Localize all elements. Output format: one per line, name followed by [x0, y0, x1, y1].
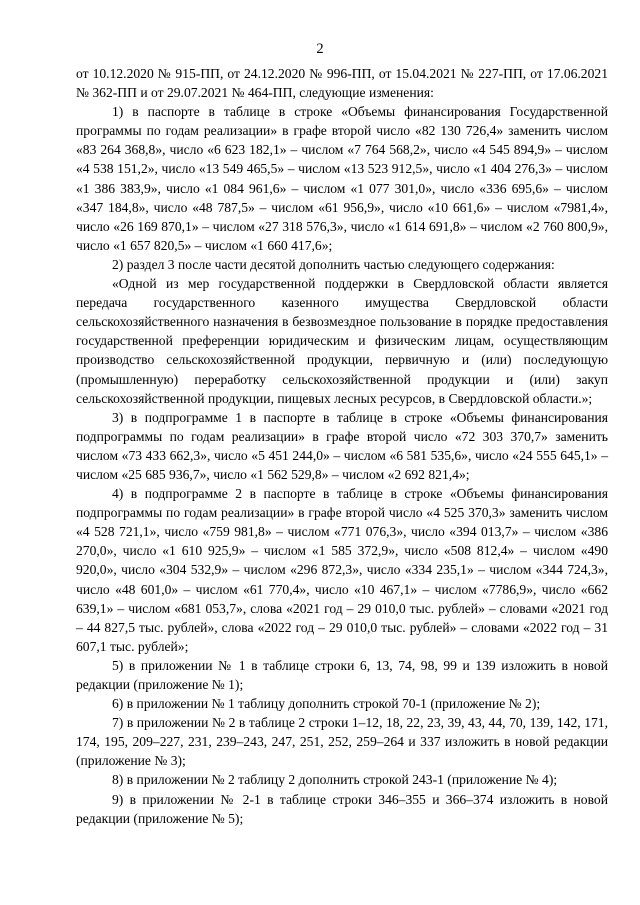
- paragraph-9: 7) в приложении № 2 в таблице 2 строки 1–12, 18, 22, 23, 39, 43, 44, 70, 139, 142, 171, 174, 195, 209–227, 231, 239–243, 247, 251, 252, 259–264 и 337 изложить в новой редакции (приложение № 3);: [76, 715, 608, 769]
- document-body: [76, 64, 608, 828]
- paragraph-2: 1) в паспорте в таблице в строке «Объемы финансирования Государственной программы по годам реализации» в графе второй число «82 130 726,4» заменить числом «83 264 368,8», число «6 623 182,1» – числом «7 764 568,2», число «4 545 894,9» – числом «4 538 151,2», число «13 549 465,5» – числом «13 523 912,5», число «1 404 276,3» – числом «1 386 383,9», число «1 084 961,6» – числом «1 077 301,0», число «336 695,6» – числом «347 184,8», число «48 787,5» – числом «61 956,9», число «10 661,6» – числом «7981,4», число «26 169 870,1» – числом «27 318 576,3», число «1 614 691,8» – числом «2 760 800,9», число «1 657 820,5» – числом «1 660 417,6»;: [76, 104, 608, 253]
- paragraph-8: 6) в приложении № 1 таблицу дополнить строкой 70-1 (приложение № 2);: [112, 696, 541, 712]
- paragraph-10: 8) в приложении № 2 таблицу 2 дополнить строкой 243-1 (приложение № 4);: [112, 772, 558, 788]
- paragraph-1: от 10.12.2020 № 915-ПП, от 24.12.2020 № 996-ПП, от 15.04.2021 № 227-ПП, от 17.06.2021 № 362-ПП и от 29.07.2021 № 464-ПП, следующие изменения:: [76, 66, 608, 101]
- page-number: 2: [316, 41, 324, 57]
- paragraph-4: «Одной из мер государственной поддержки в Свердловской области является передача государственного казенного имущества Свердловской области сельскохозяйственного назначения в безвозмездное пользование в порядке предоставления государственной преференции юридическим и физическим лицам, осуществляющим производство сельскохозяйственной продукции, первичную и (или) последующую (промышленную) переработку сельскохозяйственной продукции и (или) закуп сельскохозяйственной продукции, пищевых лесных ресурсов, в Свердловской области.»;: [76, 276, 608, 406]
- paragraph-5: 3) в подпрограмме 1 в паспорте в таблице в строке «Объемы финансирования подпрограммы по годам реализации» в графе второй число «72 303 370,7» заменить числом «73 433 662,3», число «5 451 244,0» – числом «6 581 535,6», число «24 555 645,1» – числом «25 685 936,7», число «1 562 529,8» – числом «2 692 821,4»;: [76, 409, 608, 482]
- paragraph-6: 4) в подпрограмме 2 в паспорте в таблице в строке «Объемы финансирования подпрограммы по годам реализации» в графе второй число «4 525 370,3» заменить числом «4 528 721,1», число «759 981,8» – числом «771 076,3», число «394 013,7» – числом «386 270,0», число «1 610 925,9» – числом «1 585 372,9», число «508 812,4» – числом «490 920,0», число «304 532,9» – числом «296 872,3», число «334 235,1» – числом «344 724,3», число «48 601,0» – числом «61 770,4», число «10 467,1» – числом «7786,9», число «662 639,1» – числом «681 053,7», слова «2021 год – 29 010,0 тыс. рублей» – словами «2021 год – 44 827,5 тыс. рублей», слова «2022 год – 29 010,0 тыс. рублей» – словами «2022 год – 31 607,1 тыс. рублей»;: [76, 486, 608, 654]
- paragraph-3: 2) раздел 3 после части десятой дополнить частью следующего содержания:: [112, 256, 555, 272]
- paragraph-11: 9) в приложении № 2-1 в таблице строки 346–355 и 366–374 изложить в новой редакции (приложение № 5);: [76, 791, 608, 826]
- paragraph-7: 5) в приложении № 1 в таблице строки 6, 13, 74, 98, 99 и 139 изложить в новой редакции (приложение № 1);: [76, 657, 608, 692]
